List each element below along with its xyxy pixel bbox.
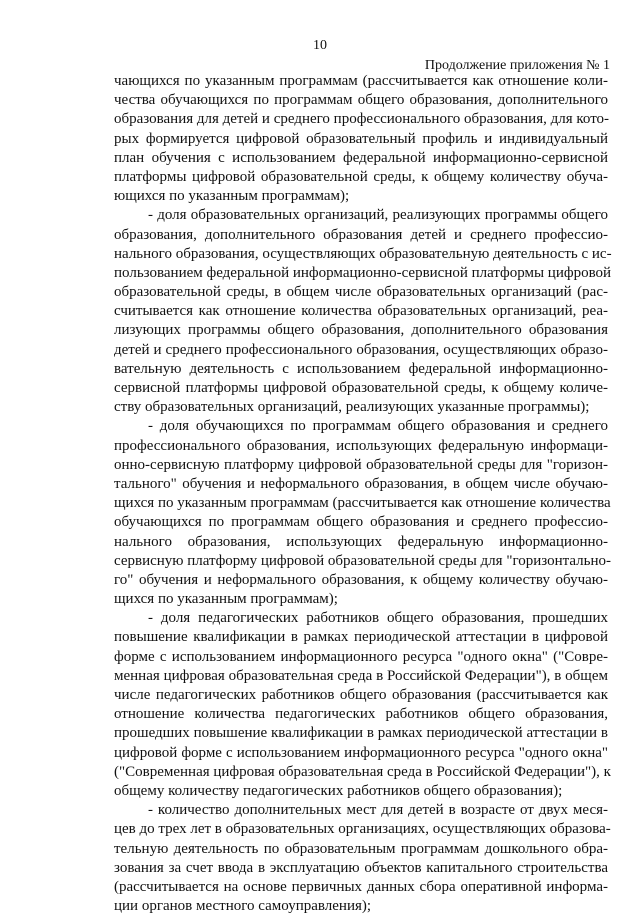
text-line: план обучения с использованием федеральной информационно-сервисной bbox=[114, 149, 608, 166]
text-line: сервисную платформу цифровой образовательной среды для "горизонтально- bbox=[114, 552, 611, 569]
text-line: ("Современная цифровая образовательная среда в Российской Федерации"), к bbox=[114, 763, 611, 780]
text-line: повышение квалификации в рамках периодической аттестации в цифровой bbox=[114, 629, 608, 646]
text-line: пользованием федеральной информационно-сервисной платформы цифровой bbox=[114, 264, 612, 281]
text-line: общему количеству педагогических работников общего образования); bbox=[114, 782, 563, 799]
text-line: форме с использованием информационного ресурса "одного окна" ("Совре- bbox=[114, 648, 608, 665]
text-line: нального образования, осуществляющих образовательную деятельность с ис- bbox=[114, 245, 612, 262]
text-line: тельную деятельность по образовательным программам дошкольного обра- bbox=[114, 840, 608, 857]
text-line: - доля обучающихся по программам общего образования и среднего bbox=[148, 418, 608, 435]
paragraph bbox=[114, 609, 611, 801]
text-line: образовательной среды, в общем числе образовательных организаций (рас- bbox=[114, 284, 608, 301]
text-line: прошедших повышение квалификации в рамках периодической аттестации в bbox=[114, 725, 608, 742]
appendix-continuation-label: Продолжение приложения № 1 bbox=[424, 58, 610, 73]
text-line: вательную деятельность с использованием федеральной информационно- bbox=[114, 360, 608, 377]
text-line: зования за счет ввода в эксплуатацию объектов капитального строительства bbox=[114, 859, 608, 876]
text-line: - доля педагогических работников общего образования, прошедших bbox=[148, 610, 608, 627]
paragraph bbox=[114, 417, 611, 609]
text-line: чающихся по указанным программам (рассчитывается как отношение коли- bbox=[114, 73, 608, 89]
text-line: детей и среднего профессионального образования, осуществляющих образо- bbox=[114, 341, 608, 358]
document-body bbox=[114, 72, 612, 916]
text-line: обучающихся по программам общего образования и среднего профессио- bbox=[114, 514, 608, 531]
text-line: цев до трех лет в образовательных организациях, осуществляющих образова- bbox=[114, 821, 611, 838]
text-line: (рассчитывается на основе первичных данных сбора оперативной информа- bbox=[114, 878, 608, 895]
paragraph bbox=[114, 206, 612, 417]
paragraph bbox=[114, 801, 611, 916]
text-line: менная цифровая образовательная среда в Российской Федерации"), в общем bbox=[114, 667, 608, 684]
text-line: образования для детей и среднего профессионального образования, для кото- bbox=[114, 111, 610, 128]
text-line: платформы цифровой образовательной среды, к общему количеству обуча- bbox=[114, 168, 608, 185]
text-line: - количество дополнительных мест для детей в возрасте от двух меся- bbox=[148, 802, 608, 819]
text-line: - доля образовательных организаций, реализующих программы общего bbox=[148, 207, 608, 224]
text-line: ству образовательных организаций, реализующих указанные программы); bbox=[114, 399, 590, 416]
text-line: щихся по указанным программам); bbox=[114, 591, 338, 608]
text-line: образования, дополнительного образования детей и среднего профессио- bbox=[114, 226, 608, 243]
text-line: нального образования, использующих федеральную информационно- bbox=[114, 533, 608, 550]
text-line: чества обучающихся по программам общего образования, дополнительного bbox=[114, 92, 608, 109]
text-line: лизующих программы общего образования, дополнительного образования bbox=[114, 322, 608, 339]
text-line: рых формируется цифровой образовательный профиль и индивидуальный bbox=[114, 130, 608, 147]
paragraph bbox=[114, 72, 608, 206]
text-line: тального" обучения и неформального образования, в общем числе обучаю- bbox=[114, 475, 608, 492]
text-line: цифровой форме с использованием информационного ресурса "одного окна" bbox=[114, 744, 608, 761]
text-line: отношение количества педагогических работников общего образования, bbox=[114, 706, 608, 723]
text-line: числе педагогических работников общего образования (рассчитывается как bbox=[114, 687, 608, 703]
text-line: сервисной платформы цифровой образовательной среды, к общему количе- bbox=[114, 380, 608, 396]
text-line: ции органов местного самоуправления); bbox=[114, 898, 372, 915]
text-line: щихся по указанным программам (рассчитывается как отношение количества bbox=[114, 495, 611, 512]
text-line: го" обучения и неформального образования, к общему количеству обучаю- bbox=[114, 571, 608, 588]
text-line: онно-сервисную платформу цифровой образовательной среды для "горизон- bbox=[114, 456, 608, 473]
text-line: профессионального образования, использующих федеральную информаци- bbox=[114, 437, 608, 454]
text-line: считывается как отношение количества образовательных организаций, реа- bbox=[114, 303, 608, 320]
page-number: 10 bbox=[313, 38, 327, 53]
text-line: ющихся по указанным программам); bbox=[114, 188, 350, 205]
